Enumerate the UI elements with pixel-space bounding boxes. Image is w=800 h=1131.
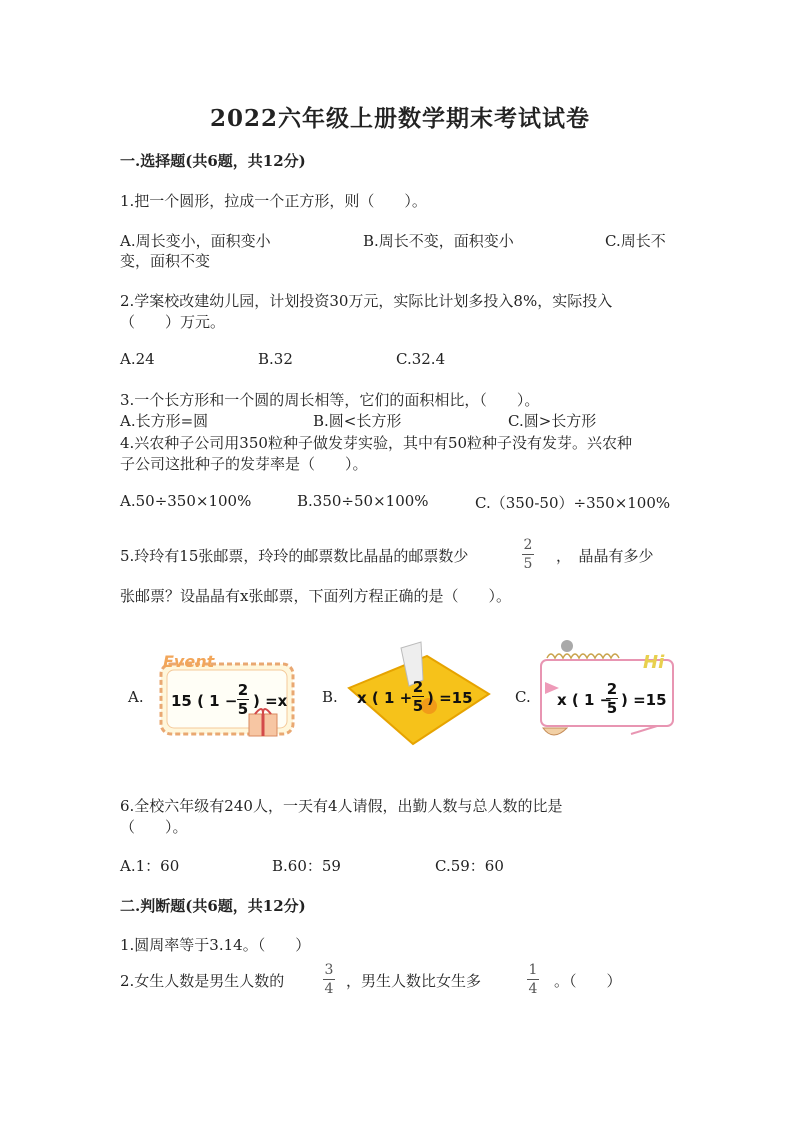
fraction-denominator: 5 [523,556,533,572]
s2-q2-fraction-1 [323,962,335,997]
fraction-bar [527,979,539,980]
q2-option-c: C.32.4 [396,350,446,368]
fraction-denominator: 4 [324,981,334,997]
s2-q2-stem-c: 。（ ） [554,972,622,990]
q6-stem-line1: 6.全校六年级有240人，一天有4人请假，出勤人数与总人数的比是 [120,797,563,815]
q5-option-b-card [343,640,493,748]
section-heading-choice: 一.选择题(共6题，共12分) [120,152,306,170]
fraction-denominator: 4 [528,981,538,997]
q5-stem-line1a: 5.玲玲有15张邮票，玲玲的邮票数比晶晶的邮票数少 [120,547,469,565]
fraction-numerator: 1 [528,962,538,978]
page-title: 2022六年级上册数学期末考试试卷 [209,105,590,132]
option-c-expr-post: ) =15 [621,691,667,709]
q1-option-a: A.周长变小，面积变小 [120,232,271,250]
option-c-deco-text: Hi [643,652,665,673]
q3-option-c: C.圆>长方形 [508,412,597,430]
q1-option-b: B.周长不变，面积变小 [363,232,514,250]
q5-option-a-card [157,650,299,742]
option-b-fraction [412,679,424,714]
q3-option-a: A.长方形=圆 [120,412,209,430]
q5-option-b-label: B. [322,688,338,706]
fraction-denominator: 5 [412,697,424,715]
fraction-denominator: 5 [237,700,249,718]
option-c-expr-pre: x ( 1 − [557,691,613,709]
q4-option-c: C.（350-50）÷350×100% [475,494,671,512]
q3-stem: 3.一个长方形和一个圆的周长相等，它们的面积相比，（ ）。 [120,391,540,409]
q6-option-c: C.59：60 [435,857,504,875]
fraction-numerator: 2 [523,537,533,553]
option-a-deco-text: Event [163,652,215,671]
section-heading-judgement: 二.判断题(共6题，共12分) [120,897,306,915]
fraction-denominator: 5 [606,699,618,717]
q4-stem-line1: 4.兴农种子公司用350粒种子做发芽实验，其中有50粒种子没有发芽。兴农种 [120,434,633,452]
q2-stem-line1: 2.学案校改建幼儿园，计划投资30万元，实际比计划多投入8%，实际投入 [120,292,613,310]
q6-option-b: B.60：59 [272,857,341,875]
q5-stem-line1b: ， 晶晶有多少 [556,547,654,565]
q1-option-c-cont: 变，面积不变 [120,252,211,270]
fraction-numerator: 3 [324,962,334,978]
q3-option-b: B.圆<长方形 [313,412,402,430]
q4-stem-line2: 子公司这批种子的发芽率是（ ）。 [120,455,368,473]
fraction-numerator: 2 [412,678,424,696]
s2-q1-stem: 1.圆周率等于3.14。（ ） [120,936,311,954]
fraction-numerator: 2 [606,680,618,698]
fraction-bar [522,554,534,555]
option-a-expr-pre: 15 ( 1 − [171,692,238,710]
q2-option-b: B.32 [258,350,293,368]
q1-stem: 1.把一个圆形，拉成一个正方形，则（ ）。 [120,192,427,210]
s2-q2-stem-a: 2.女生人数是男生人数的 [120,972,285,990]
s2-q2-stem-b: ，男生人数比女生多 [346,972,482,990]
q2-option-a: A.24 [120,350,155,368]
q2-stem-line2: （ ）万元。 [120,313,226,331]
option-b-expr-pre: x ( 1 + [357,689,413,707]
option-a-expr-post: ) =x [253,692,288,710]
q5-stem-line2: 张邮票？设晶晶有x张邮票，下面列方程正确的是（ ）。 [120,587,511,605]
q1-option-c: C.周长不 [605,232,666,250]
q5-fraction [522,537,534,572]
option-a-fraction [237,682,249,717]
q5-option-c-label: C. [515,688,531,706]
option-b-expr-post: ) =15 [427,689,473,707]
q5-option-c-card [535,638,685,748]
s2-q2-fraction-2 [527,962,539,997]
fraction-bar [323,979,335,980]
option-c-fraction [606,681,618,716]
q4-option-b: B.350÷50×100% [297,492,429,510]
q5-option-a-label: A. [128,688,144,706]
q6-stem-line2: （ ）。 [120,818,188,836]
q4-option-a: A.50÷350×100% [120,492,252,510]
fraction-numerator: 2 [237,681,249,699]
q6-option-a: A.1：60 [120,857,180,875]
